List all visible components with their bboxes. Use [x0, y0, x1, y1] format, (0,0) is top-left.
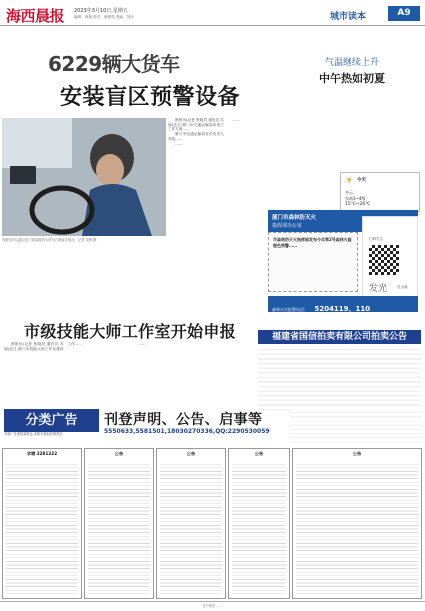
page-footer: 官方网站 …… [0, 601, 425, 611]
column-lines [160, 461, 222, 594]
lead-paragraph: 晨报讯(记者 张晓君 通讯员 苏丽)近日,厦门市交通运输局印发了工作方案…… [168, 118, 224, 132]
fire-dept-office: 指挥部办公室 [272, 223, 303, 229]
mid-article-title: 市级技能大师工作室开始申报 [24, 322, 236, 341]
section-name: 城市读本 [330, 12, 367, 22]
classifieds-right-notice [290, 409, 422, 445]
fire-warning-text: 市森林防灭火指挥部发布今年第2号森林火险橙色预警…… [273, 237, 352, 248]
weather-kicker: 气温继续上升 [324, 58, 379, 68]
newspaper-logo: 海西晨报 [6, 7, 65, 25]
hotline-label: 森林火灾报警电话: [272, 307, 306, 312]
weather-title: 中午热如初夏 [319, 72, 385, 85]
promo-brand-sub: 亮点新 [397, 285, 408, 289]
forecast-wind: 东南3~4级 [345, 196, 366, 201]
fire-hotline-bar [268, 296, 418, 312]
auction-ad-body [258, 346, 421, 412]
mid-article-body [4, 342, 254, 408]
classifieds-phone: 5550633,5581501,18030270336,QQ:2290530059 [104, 428, 270, 435]
page-number: A9 [388, 6, 420, 21]
mid-paragraph: 晨报讯(记者 张晓君 通讯员 苏丽)近日,厦门市技能大师工作室建设工作…… [4, 342, 82, 351]
column-heading: 公告 [254, 451, 264, 456]
classified-column [2, 448, 82, 599]
column-lines [232, 461, 286, 594]
classified-column [228, 448, 290, 599]
fire-dept-name: 厦门市森林防灭火 [272, 215, 317, 221]
photo-caption: 驾驶员可以通过电子屏幕看到大货车右侧盲区情况。记者 龙舸 摄 [2, 238, 97, 242]
forecast-box [340, 172, 420, 212]
qr-label: 扫码关注 [369, 237, 384, 241]
lead-paragraph: …… [233, 118, 241, 122]
classifieds-headline: 刊登声明、公告、启事等 [104, 412, 263, 428]
forecast-temp: 15℃~26℃ [345, 202, 371, 207]
column-heading: 公告 [186, 451, 196, 456]
forecast-sky: 多云 [345, 190, 353, 195]
mid-paragraph: …… [138, 342, 146, 346]
hotline-number: 5204119、110 [314, 305, 371, 313]
qr-promo [362, 216, 418, 308]
classifieds-label: 分类广告 [4, 409, 99, 432]
classifieds-note: 刊登广告请到本报社,本报不承担法律责任 [4, 432, 63, 436]
column-heading: 求聘 2281222 [26, 451, 58, 456]
auction-ad-title: 福建省国信拍卖有限公司拍卖公告 [271, 332, 407, 342]
truck-cab-photo-icon [2, 118, 166, 236]
header-divider [0, 25, 425, 26]
issue-date: 2023年3月10日 星期五 [74, 8, 128, 14]
column-lines [6, 461, 78, 594]
fire-warning-notice [268, 232, 358, 292]
column-heading: 公告 [114, 451, 124, 456]
lead-body-col1 [168, 118, 224, 330]
classified-column [156, 448, 226, 599]
lead-paragraph: …… [175, 142, 183, 147]
promo-brand: 发光 [369, 284, 388, 294]
forecast-day: 今天 [357, 178, 366, 183]
classified-column [84, 448, 154, 599]
column-lines [296, 461, 418, 594]
lead-paragraph: 厦门市交通运输局有关负责人介绍…… [168, 132, 224, 141]
qr-code-icon [369, 245, 399, 275]
column-heading: 公告 [352, 451, 362, 456]
lead-title: 6229辆大货车 [48, 52, 180, 76]
classified-column [292, 448, 422, 599]
lead-subtitle: 安装盲区预警设备 [60, 85, 241, 110]
editor-credits: 编辑：林艳 校对：黄雅男 美编：刘卉 [74, 15, 134, 19]
sun-icon: ☀ [345, 176, 354, 186]
column-lines [88, 461, 150, 594]
lead-photo [2, 118, 166, 236]
auction-ad-header [258, 330, 421, 344]
